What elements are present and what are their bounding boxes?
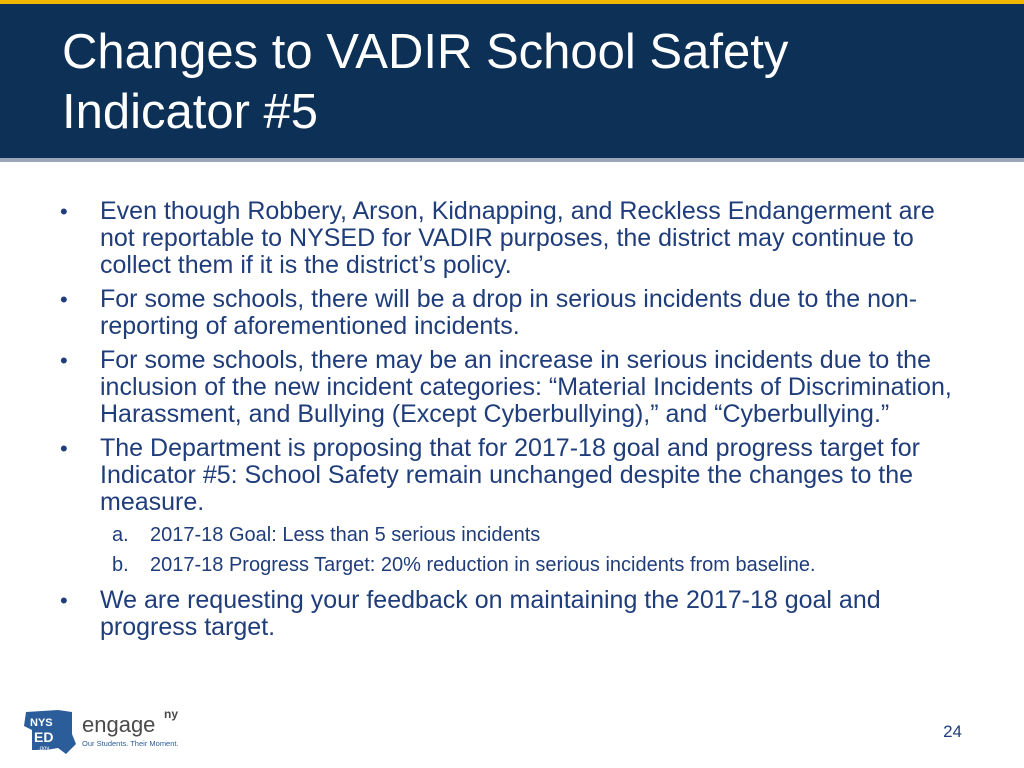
bullet-item xyxy=(0,286,964,340)
sub-marker: b. xyxy=(112,554,129,576)
bullet-item xyxy=(0,198,964,279)
bullet-text: Even though Robbery, Arson, Kidnapping, and Reckless Endangerment are not reportable to NYSED for VADIR purposes, the district may continue to collect them if it is the district’s policy. xyxy=(100,197,935,279)
engageny-logo xyxy=(18,704,198,756)
logo-tagline-text: Our Students. Their Moment. xyxy=(82,739,179,748)
sub-marker: a. xyxy=(112,524,129,546)
sub-list xyxy=(100,520,964,580)
bullet-text: We are requesting your feedback on maintaining the 2017-18 goal and progress target. xyxy=(100,586,881,641)
page-number: 24 xyxy=(943,722,962,741)
bullet-icon: • xyxy=(60,199,68,224)
bullet-text: For some schools, there may be an increase in serious incidents due to the inclusion of the new incident categories: “Material Incidents of Discrimination, Harassment, and Bullying (Except Cyberbullying),” and “Cyberbullying.” xyxy=(100,346,952,428)
slide-title: Changes to VADIR School Safety Indicator #5 xyxy=(62,25,789,139)
bullet-icon: • xyxy=(60,348,68,373)
sub-text: 2017-18 Goal: Less than 5 serious incidents xyxy=(150,524,541,546)
logo-ed-text: ED xyxy=(34,729,54,745)
sub-item xyxy=(50,520,964,550)
slide-body xyxy=(0,198,1024,648)
bullet-icon: • xyxy=(60,287,68,312)
bullet-icon: • xyxy=(60,436,68,461)
logo-engage-text: engage xyxy=(82,712,156,737)
logo-gov-text: .gov xyxy=(38,746,50,752)
logo-nys-text: NYS xyxy=(30,717,53,729)
bullet-item xyxy=(0,587,964,641)
sub-item xyxy=(50,550,964,580)
sub-text: 2017-18 Progress Target: 20% reduction in serious incidents from baseline. xyxy=(150,554,816,576)
bullet-item xyxy=(0,347,964,428)
bullet-item xyxy=(0,435,964,580)
logo-ny-text: ny xyxy=(164,707,179,721)
slide-header xyxy=(0,4,1024,162)
bullet-text: For some schools, there will be a drop in serious incidents due to the non-reporting of aforementioned incidents. xyxy=(100,285,918,340)
bullet-list xyxy=(0,198,1024,641)
bullet-icon: • xyxy=(60,588,68,613)
bullet-text: The Department is proposing that for 2017-18 goal and progress target for Indicator #5: School Safety remain unchanged despite the changes to the measure. xyxy=(100,434,920,516)
